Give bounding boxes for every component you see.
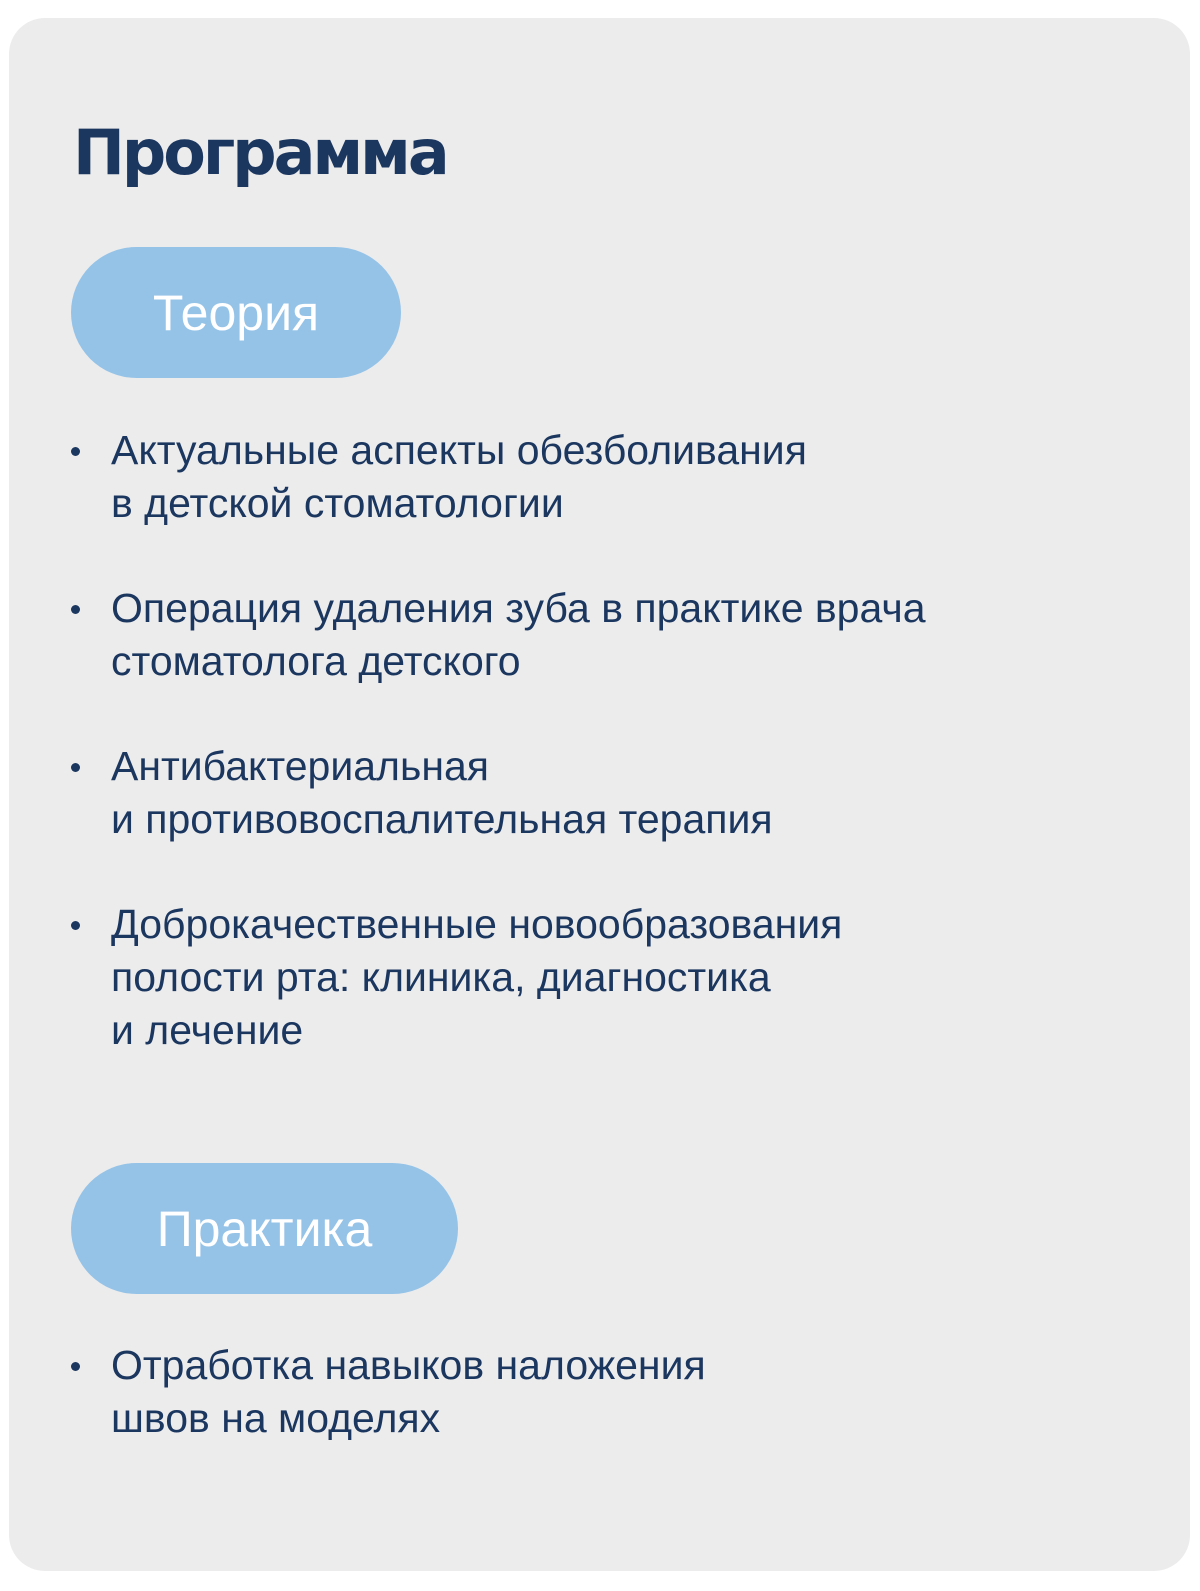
practice-list [71, 1339, 706, 1497]
list-item-line: Актуальные аспекты обезболивания [111, 427, 807, 473]
list-item-line: в детской стоматологии [111, 480, 564, 526]
bullet-icon [71, 763, 80, 772]
list-item-line: Отработка навыков наложения [111, 1342, 706, 1388]
program-card [9, 18, 1190, 1571]
list-item [71, 582, 926, 688]
list-item [71, 898, 926, 1057]
theory-list [71, 424, 926, 1109]
list-item-line: швов на моделях [111, 1395, 441, 1441]
section-badge-theory: Теория [71, 247, 401, 378]
list-item-line: полости рта: клиника, диагностика [111, 954, 771, 1000]
list-item-line: Антибактериальная [111, 743, 489, 789]
list-item [71, 740, 926, 846]
list-item-line: стоматолога детского [111, 638, 521, 684]
list-item-line: и лечение [111, 1007, 304, 1053]
bullet-icon [71, 605, 80, 614]
list-item-line: Операция удаления зуба в практике врача [111, 585, 926, 631]
bullet-icon [71, 1362, 80, 1371]
section-badge-practice: Практика [71, 1163, 458, 1294]
bullet-icon [71, 921, 80, 930]
page-title: Программа [73, 116, 447, 189]
list-item-line: Доброкачественные новообразования [111, 901, 843, 947]
list-item [71, 1339, 706, 1445]
list-item [71, 424, 926, 530]
list-item-line: и противовоспалительная терапия [111, 796, 773, 842]
bullet-icon [71, 447, 80, 456]
